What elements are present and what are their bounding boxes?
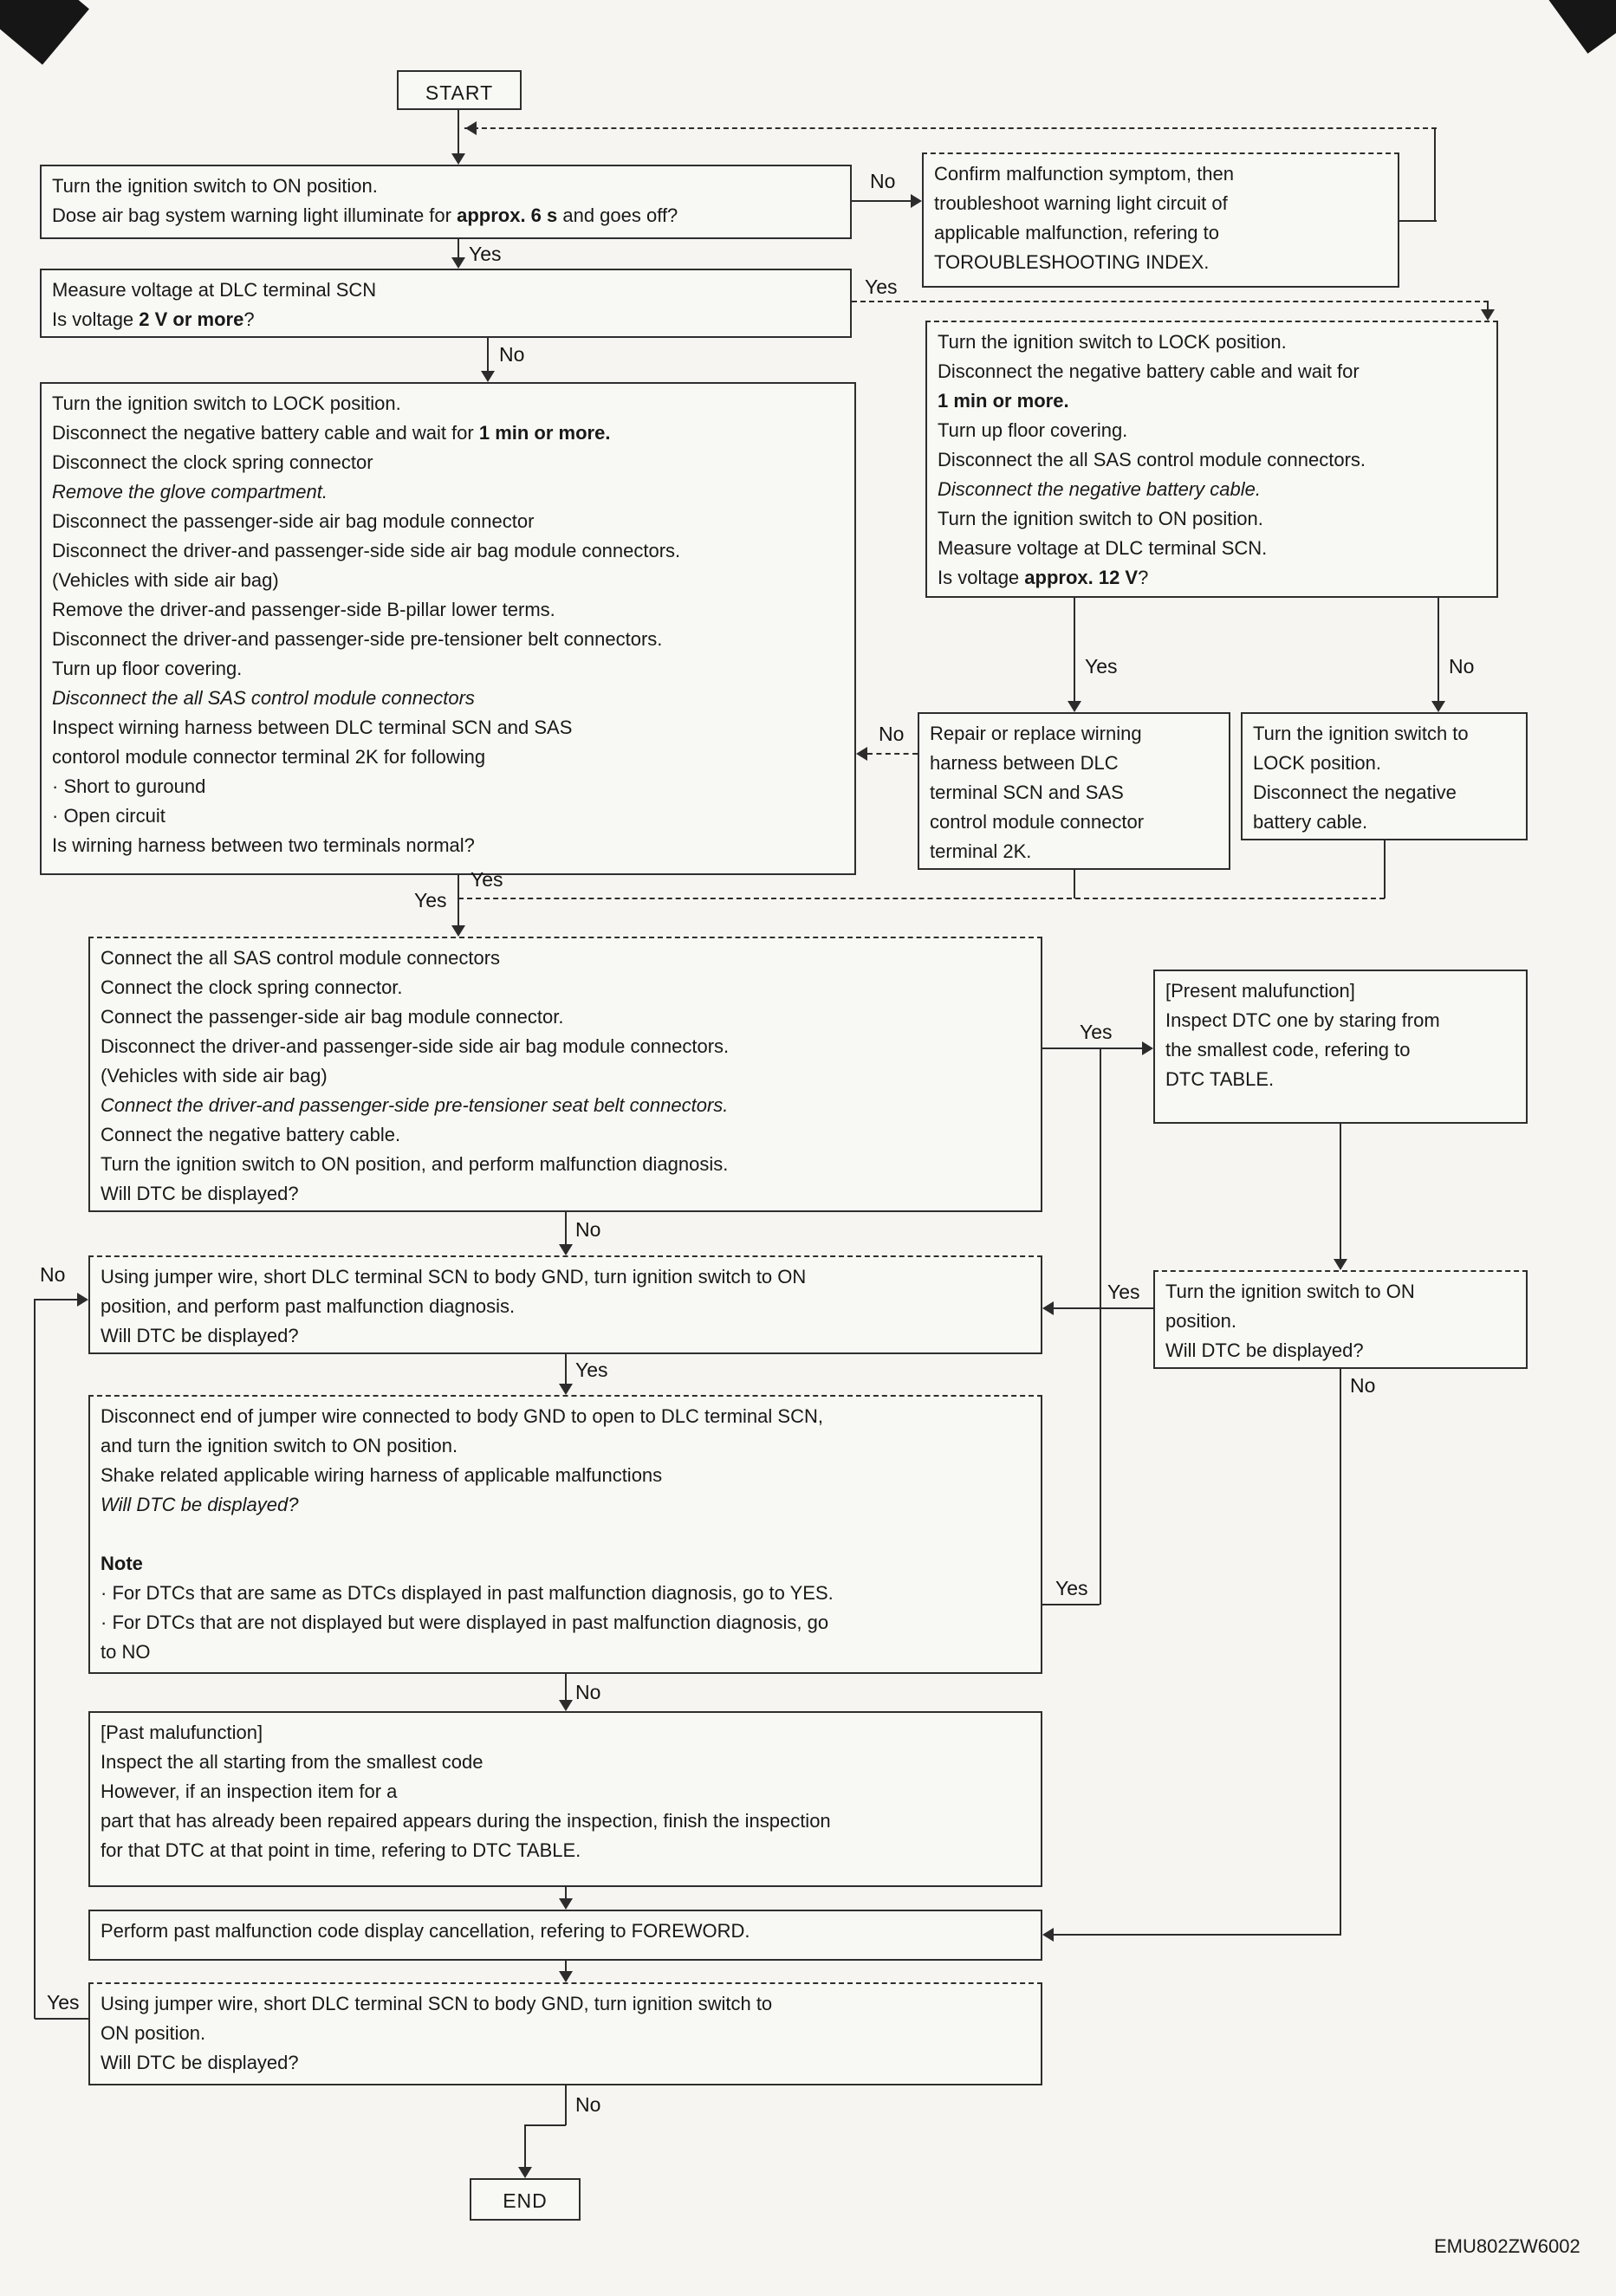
arrowhead-down	[559, 1898, 573, 1910]
edge-label-yes: Yes	[575, 1359, 608, 1381]
box-lock-measure-12v: Turn the ignition switch to LOCK position. Disconnect the negative battery cable and wait for 1 min or more. Turn up floor covering. Disconnect the all SAS control module connectors. Disconnect the negative battery cable. Turn the ignition switch to ON position. Measure voltage at DLC terminal SCN. Is voltage approx. 12 V?	[925, 321, 1498, 598]
connector-line	[867, 753, 918, 755]
connector-line	[458, 875, 459, 925]
edge-label-no: No	[575, 1681, 601, 1703]
connector-line	[458, 898, 1385, 899]
connector-line	[35, 2018, 88, 2020]
scan-artifact-top-right	[1548, 0, 1616, 54]
arrowhead-down	[1334, 1259, 1347, 1270]
edge-label-no: No	[1449, 655, 1475, 678]
arrowhead-right	[77, 1293, 88, 1307]
edge-label-no: No	[40, 1263, 66, 1286]
connector-line	[1054, 1934, 1341, 1936]
edge-label-yes: Yes	[1055, 1577, 1088, 1599]
connector-line	[1340, 1369, 1341, 1934]
arrowhead-down	[1481, 309, 1495, 321]
box-measure-voltage: Measure voltage at DLC terminal SCN Is voltage 2 V or more?	[40, 269, 852, 338]
edge-label-yes: Yes	[1080, 1021, 1113, 1043]
connector-line	[1434, 127, 1436, 221]
box-cancellation: Perform past malfunction code display cancellation, refering to FOREWORD.	[88, 1910, 1042, 1961]
connector-line	[852, 200, 911, 202]
connector-line	[1399, 220, 1437, 222]
connector-line	[1054, 1307, 1153, 1309]
edge-label-yes: Yes	[47, 1991, 80, 2014]
box-jumper-past-diagnosis: Using jumper wire, short DLC terminal SCN to body GND, turn ignition switch to ON position, and perform past malfunction diagnosis. Will DTC be displayed?	[88, 1255, 1042, 1354]
box-confirm-malfunction: Confirm malfunction symptom, then troubleshoot warning light circuit of applicable malfunction, refering to TOROUBLESHOOTING INDEX.	[922, 152, 1399, 288]
edge-label-no: No	[870, 170, 896, 192]
edge-label-yes: Yes	[414, 889, 447, 911]
edge-label-no: No	[575, 1218, 601, 1241]
edge-label-no: No	[575, 2093, 601, 2116]
connector-line	[1042, 1047, 1142, 1049]
connector-line	[34, 1299, 36, 2019]
arrowhead-down	[1431, 701, 1445, 712]
edge-label-yes: Yes	[469, 243, 502, 265]
edge-label-yes: Yes	[471, 868, 503, 891]
connector-line	[565, 1212, 567, 1244]
arrowhead-left	[1042, 1301, 1054, 1315]
arrowhead-left	[465, 121, 477, 135]
connector-line	[1384, 840, 1386, 898]
connector-line	[1042, 1604, 1100, 1605]
box-connect-all: Connect the all SAS control module connectors Connect the clock spring connector. Connect the passenger-side air bag module connector. Disconnect the driver-and passenger-side side air bag module connectors. (Vehicles with side air bag) Connect the driver-and passenger-side pre-tensioner seat belt connectors. Connect the negative battery cable. Turn the ignition switch to ON position, and perform malfunction diagnosis. Will DTC be displayed?	[88, 937, 1042, 1212]
connector-line	[487, 338, 489, 371]
arrowhead-down	[559, 1700, 573, 1711]
connector-line	[1487, 301, 1489, 309]
arrowhead-down	[518, 2167, 532, 2178]
connector-line	[565, 1354, 567, 1384]
edge-label-no: No	[499, 343, 525, 366]
connector-line	[565, 1674, 567, 1700]
box-jumper-short-gnd: Using jumper wire, short DLC terminal SCN to body GND, turn ignition switch to ON position. Will DTC be displayed?	[88, 1982, 1042, 2085]
document-code: EMU802ZW6002	[1434, 2235, 1580, 2257]
connector-line	[1074, 870, 1075, 898]
arrowhead-right	[911, 194, 922, 208]
connector-line	[1340, 1124, 1341, 1259]
connector-line	[565, 2085, 567, 2125]
connector-line	[524, 2124, 566, 2126]
end-terminal: END	[470, 2178, 581, 2221]
connector-line	[458, 239, 459, 257]
arrowhead-down	[451, 153, 465, 165]
edge-label-yes: Yes	[1085, 655, 1118, 678]
arrowhead-down	[559, 1971, 573, 1982]
arrowhead-down	[559, 1244, 573, 1255]
connector-line	[565, 1887, 567, 1898]
box-inspect-harness: Turn the ignition switch to LOCK position. Disconnect the negative battery cable and wait for 1 min or more. Disconnect the clock spring connector Remove the glove compartment. Disconnect the passenger-side air bag module connector Disconnect the driver-and passenger-side side air bag module connectors. (Vehicles with side air bag) Remove the driver-and passenger-side B-pillar lower terms. Disconnect the driver-and passenger-side pre-tensioner belt connectors. Turn up floor covering. Disconnect the all SAS control module connectors Inspect wirning harness between DLC terminal SCN and SAS contorol module connector terminal 2K for following · Short to guround · Open circuit Is wirning harness between two terminals normal?	[40, 382, 856, 875]
connector-line	[524, 2124, 526, 2167]
connector-line	[565, 1961, 567, 1971]
box-present-malfunction: [Present malufunction] Inspect DTC one by staring from the smallest code, refering to DTC TABLE.	[1153, 970, 1528, 1124]
box-ignition-on-dtc: Turn the ignition switch to ON position. Will DTC be displayed?	[1153, 1270, 1528, 1369]
connector-line	[1438, 598, 1439, 701]
box-past-malfunction: [Past malufunction] Inspect the all starting from the smallest code However, if an inspection item for a part that has already been repaired appears during the inspection, finish the inspection for that DTC at that point in time, refering to DTC TABLE.	[88, 1711, 1042, 1887]
box-shake-harness-note: Disconnect end of jumper wire connected to body GND to open to DLC terminal SCN, and turn the ignition switch to ON position. Shake related applicable wiring harness of applicable malfunctions Will DTC be displayed? Note · For DTCs that are same as DTCs displayed in past malfunction diagnosis, go to YES. · For DTCs that are not displayed but were displayed in past malfunction diagnosis, go to NO	[88, 1395, 1042, 1674]
edge-label-yes: Yes	[865, 276, 898, 298]
edge-label-yes: Yes	[1107, 1281, 1140, 1303]
arrowhead-down	[559, 1384, 573, 1395]
connector-line	[1100, 1047, 1101, 1605]
box-repair-harness: Repair or replace wirning harness between DLC terminal SCN and SAS control module connector terminal 2K.	[918, 712, 1230, 870]
box-lock-disconnect-battery: Turn the ignition switch to LOCK position. Disconnect the negative battery cable.	[1241, 712, 1528, 840]
arrowhead-down	[451, 925, 465, 937]
edge-label-no: No	[879, 723, 905, 745]
connector-line	[852, 301, 1489, 302]
arrowhead-right	[1142, 1041, 1153, 1055]
connector-line	[464, 127, 1437, 129]
arrowhead-down	[1068, 701, 1081, 712]
arrowhead-down	[481, 371, 495, 382]
connector-line	[458, 110, 459, 153]
arrowhead-down	[451, 257, 465, 269]
edge-label-no: No	[1350, 1374, 1376, 1397]
connector-line	[35, 1299, 77, 1300]
start-terminal: START	[397, 70, 522, 110]
scan-artifact-top-left	[0, 0, 89, 65]
arrowhead-left	[856, 747, 867, 761]
arrowhead-left	[1042, 1928, 1054, 1942]
connector-line	[1074, 598, 1075, 701]
box-ignition-on-check: Turn the ignition switch to ON position. Dose air bag system warning light illuminate for approx. 6 s and goes off?	[40, 165, 852, 239]
